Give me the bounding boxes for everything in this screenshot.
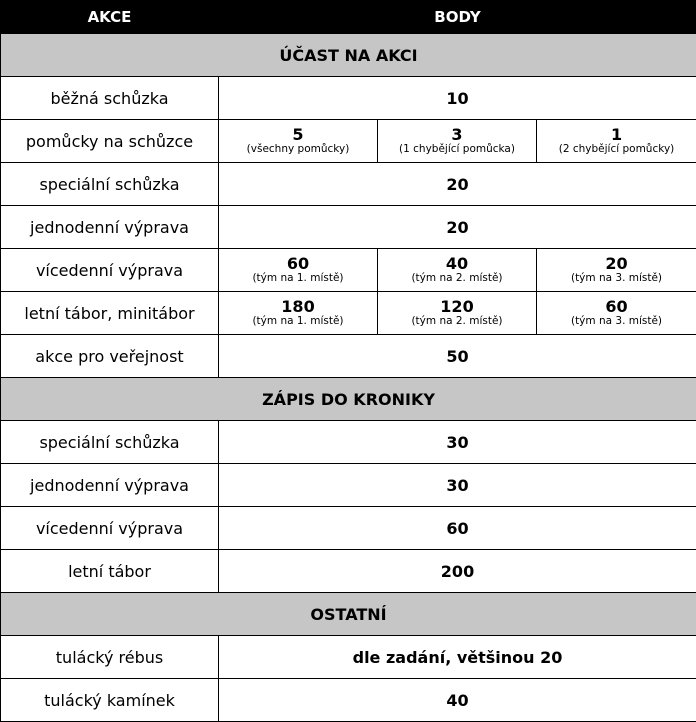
row-value-cell xyxy=(537,292,696,335)
header-akce: AKCE xyxy=(1,1,219,34)
table-row xyxy=(1,507,696,550)
row-label: letní tábor xyxy=(1,550,219,593)
row-value-cell xyxy=(378,120,537,163)
points-value: 1 xyxy=(537,126,696,143)
section-title: ÚČAST NA AKCI xyxy=(1,34,696,77)
row-value: 30 xyxy=(219,421,696,464)
row-value: 60 xyxy=(219,507,696,550)
header-body: BODY xyxy=(219,1,696,34)
row-label: speciální schůzka xyxy=(1,163,219,206)
points-note: (2 chybějící pomůcky) xyxy=(537,143,696,156)
row-label: letní tábor, minitábor xyxy=(1,292,219,335)
row-label: vícedenní výprava xyxy=(1,507,219,550)
row-label: akce pro veřejnost xyxy=(1,335,219,378)
points-note: (všechny pomůcky) xyxy=(219,143,377,156)
row-label: jednodenní výprava xyxy=(1,464,219,507)
table-row xyxy=(1,421,696,464)
row-label: tulácký kamínek xyxy=(1,679,219,722)
section-title: ZÁPIS DO KRONIKY xyxy=(1,378,696,421)
table-header-row xyxy=(1,1,696,34)
points-note: (tým na 2. místě) xyxy=(378,272,536,285)
points-value: 20 xyxy=(537,255,696,272)
table-row xyxy=(1,679,696,722)
row-value-cell xyxy=(219,120,378,163)
points-value: 180 xyxy=(219,298,377,315)
row-value-cell xyxy=(219,249,378,292)
points-value: 40 xyxy=(378,255,536,272)
row-value: 40 xyxy=(219,679,696,722)
points-note: (tým na 1. místě) xyxy=(219,315,377,328)
points-value: 60 xyxy=(537,298,696,315)
table-row xyxy=(1,77,696,120)
row-value-cell xyxy=(537,120,696,163)
points-value: 120 xyxy=(378,298,536,315)
points-note: (tým na 3. místě) xyxy=(537,272,696,285)
table-row xyxy=(1,163,696,206)
points-value: 5 xyxy=(219,126,377,143)
row-value-cell xyxy=(219,292,378,335)
table-row xyxy=(1,292,696,335)
table-row xyxy=(1,335,696,378)
row-label: jednodenní výprava xyxy=(1,206,219,249)
row-label: speciální schůzka xyxy=(1,421,219,464)
row-value: 20 xyxy=(219,163,696,206)
table-row xyxy=(1,636,696,679)
points-value: 3 xyxy=(378,126,536,143)
row-value-cell xyxy=(378,249,537,292)
table-row xyxy=(1,249,696,292)
points-note: (1 chybějící pomůcka) xyxy=(378,143,536,156)
section-header-chronicle xyxy=(1,378,696,421)
points-note: (tým na 3. místě) xyxy=(537,315,696,328)
table-row xyxy=(1,206,696,249)
row-label: vícedenní výprava xyxy=(1,249,219,292)
points-note: (tým na 1. místě) xyxy=(219,272,377,285)
table-row xyxy=(1,550,696,593)
row-label: tulácký rébus xyxy=(1,636,219,679)
row-value-cell xyxy=(537,249,696,292)
row-value: dle zadání, většinou 20 xyxy=(219,636,696,679)
section-header-participation xyxy=(1,34,696,77)
row-value: 50 xyxy=(219,335,696,378)
section-header-other xyxy=(1,593,696,636)
row-label: běžná schůzka xyxy=(1,77,219,120)
row-label: pomůcky na schůzce xyxy=(1,120,219,163)
section-title: OSTATNÍ xyxy=(1,593,696,636)
row-value: 10 xyxy=(219,77,696,120)
points-note: (tým na 2. místě) xyxy=(378,315,536,328)
row-value-cell xyxy=(378,292,537,335)
row-value: 200 xyxy=(219,550,696,593)
points-value: 60 xyxy=(219,255,377,272)
row-value: 30 xyxy=(219,464,696,507)
table-row xyxy=(1,120,696,163)
row-value: 20 xyxy=(219,206,696,249)
table-row xyxy=(1,464,696,507)
